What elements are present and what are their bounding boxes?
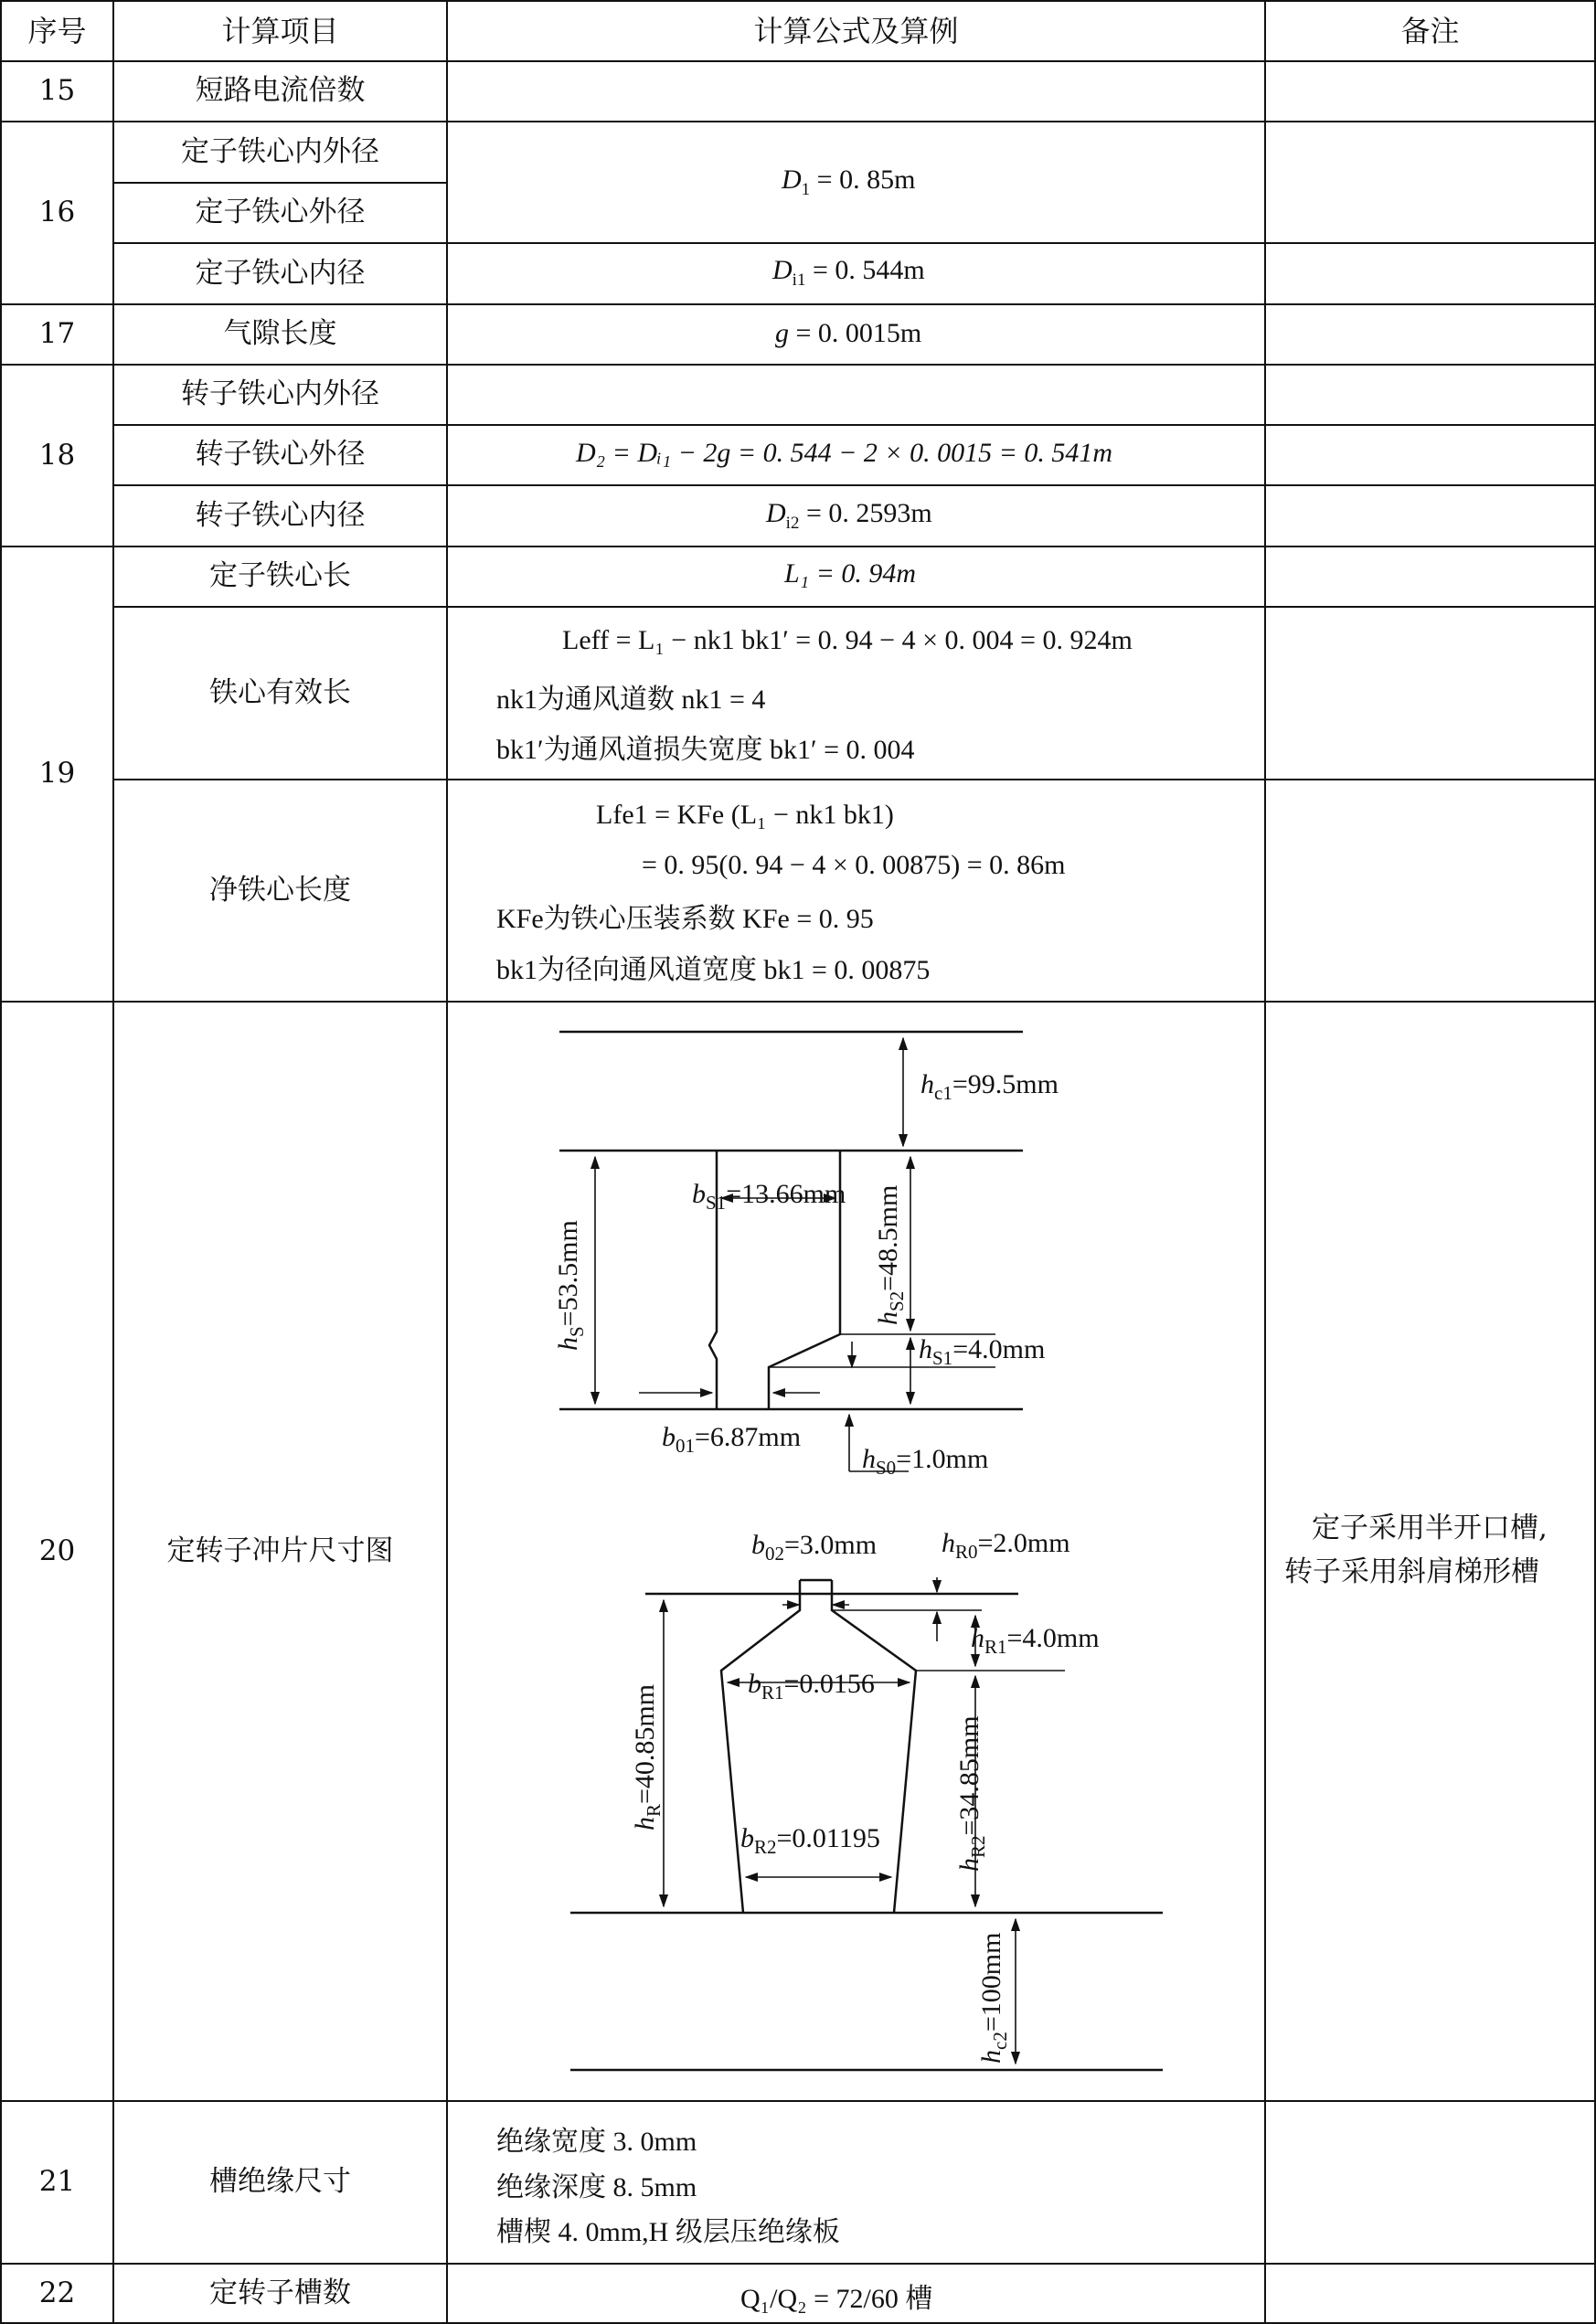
row-20-remark-line2: 转子采用斜肩梯形槽 [1284, 1555, 1539, 1589]
row-15-item: 短路电流倍数 [195, 74, 366, 108]
row-18-number: 18 [38, 438, 76, 472]
row-19-formula-bk1prime: bk1′为通风道损失宽度 bk1′ = 0. 004 [496, 735, 915, 765]
row-19-formula-kfe: KFe为铁心压装系数 KFe = 0. 95 [496, 904, 874, 934]
dim-b02: $b_{02}=3.0mm$ [751, 1530, 878, 1565]
row-16-item-a: 定子铁心内外径 [181, 134, 379, 168]
row-15-number: 15 [38, 74, 76, 108]
row-19-formula-nk1: nk1为通风道数 nk1 = 4 [496, 684, 766, 715]
rotor-slot-left-wall [721, 1580, 800, 1913]
row-18-item-b: 转子铁心外径 [195, 438, 366, 472]
row-20-number: 20 [38, 1533, 76, 1567]
dim-hr: $h_R=40.85mm$ [630, 1683, 665, 1831]
row-16-formula-d1: $D_1 = 0$. 85m [782, 164, 916, 199]
row-21-number: 21 [38, 2165, 76, 2199]
row-19-item-b: 铁心有效长 [209, 675, 351, 709]
row-18-item-a: 转子铁心内外径 [181, 377, 379, 411]
row-19-formula-leff: Leff = L₁ − nk1 bk1′ = 0. 94 − 4 × 0. 004 = 0. 924m [562, 625, 1133, 655]
dim-b01: $b_{01}=6.87mm$ [662, 1422, 802, 1457]
row-19-formula-lfe1: Lfe1 = KFe (L₁ − nk1 bk1) [596, 800, 894, 830]
row-18-formula-di2: $D_{i2} = 0$. 2593m [766, 498, 932, 533]
row-21-line3: 槽楔 4. 0mm,H 级层压绝缘板 [496, 2217, 840, 2247]
row-18-formula-d2: D₂ = Dᵢ₁ − 2g = 0. 544 − 2 × 0. 0015 = 0. 541m [576, 438, 1113, 468]
row-19-item-c: 净铁心长度 [209, 873, 351, 907]
header-item: 计算项目 [221, 13, 339, 48]
row-19-item-a: 定子铁心长 [209, 559, 351, 593]
dim-bs1: $b_{S1}=13.66mm$ [692, 1179, 846, 1214]
dim-hc2: $h_{c2}=100mm$ [976, 1932, 1011, 2064]
header-remark: 备注 [1400, 13, 1460, 48]
row-20-remark-line1: 定子采用半开口槽, [1312, 1512, 1548, 1544]
row-18-item-c: 转子铁心内径 [195, 498, 366, 532]
row-19-formula-bk1: bk1为径向通风道宽度 bk1 = 0. 00875 [496, 955, 931, 985]
rotor-slot-right-wall [832, 1580, 916, 1913]
row-22-number: 22 [38, 2276, 76, 2309]
dim-hr0: $h_{R0}=2.0mm$ [942, 1528, 1070, 1563]
row-19-formula-lfe1-calc: = 0. 95(0. 94 − 4 × 0. 00875) = 0. 86m [642, 850, 1066, 880]
dim-hs1: $h_{S1}=4.0mm$ [919, 1334, 1046, 1369]
dim-br2: $b_{R2}=0.01195$ [740, 1823, 880, 1858]
dim-hr2: $h_{R2}=34.85mm$ [954, 1715, 989, 1872]
row-16-item-c: 定子铁心内径 [195, 256, 366, 290]
row-20-remark [1284, 1506, 1548, 1594]
row-21-line2: 绝缘深度 8. 5mm [496, 2172, 697, 2202]
dim-hs2: $h_{S2}=48.5mm$ [873, 1184, 908, 1325]
row-16-number: 16 [38, 196, 76, 229]
header-formula: 计算公式及算例 [753, 13, 959, 48]
row-21-item: 槽绝缘尺寸 [209, 2165, 351, 2199]
row-17-number: 17 [38, 317, 76, 351]
dim-hs0: $h_{S0}=1.0mm$ [862, 1444, 989, 1479]
dim-hc1: $h_{c1}=99.5mm$ [920, 1069, 1059, 1104]
row-20-item: 定转子冲片尺寸图 [166, 1533, 394, 1567]
dim-hs: $h_S=53.5mm$ [553, 1220, 588, 1351]
row-16-formula-di1: $D_{i1} = 0$. 544m [772, 255, 925, 290]
row-17-item: 气隙长度 [223, 317, 337, 351]
row-19-formula-l1: L₁ = 0. 94m [784, 558, 917, 589]
row-22-item: 定转子槽数 [209, 2276, 351, 2309]
header-seq: 序号 [27, 13, 87, 48]
row-22-formula: Q₁/Q₂ = 72/60 槽 [740, 2284, 933, 2314]
dim-br1: $b_{R1}=0.0156$ [748, 1669, 875, 1703]
row-17-formula: g = 0. 0015m [775, 318, 922, 348]
dim-hr1: $h_{R1}=4.0mm$ [971, 1623, 1100, 1658]
row-21-line1: 绝缘宽度 3. 0mm [496, 2127, 697, 2157]
row-16-item-b: 定子铁心外径 [195, 196, 366, 229]
row-19-number: 19 [38, 757, 76, 791]
